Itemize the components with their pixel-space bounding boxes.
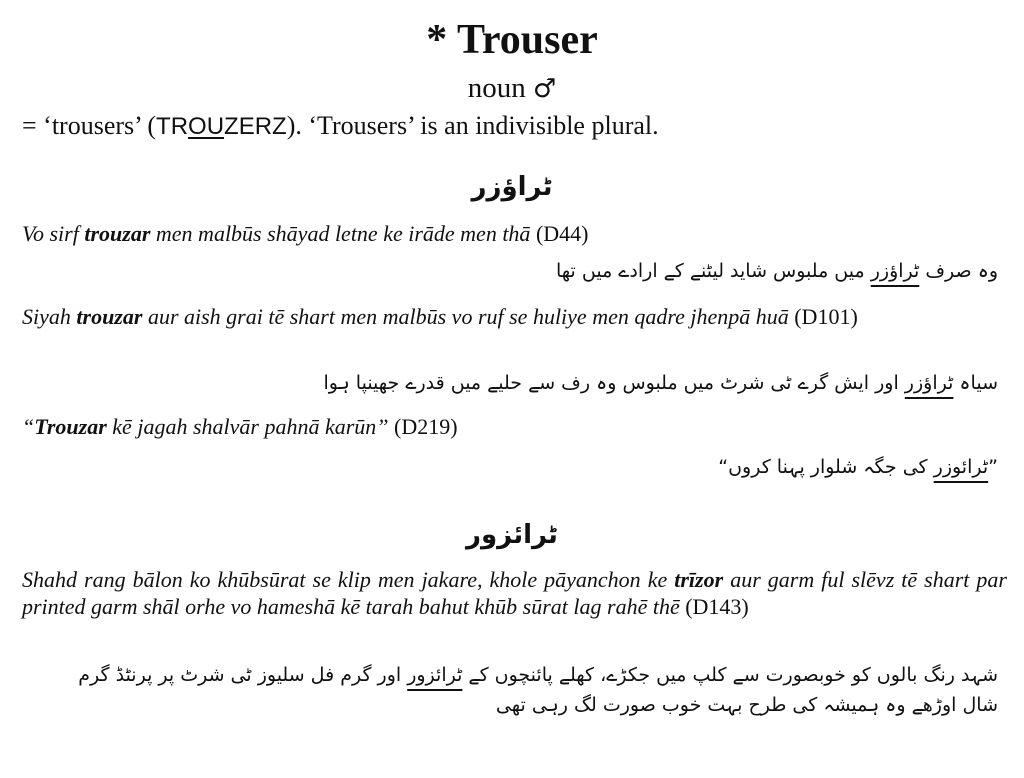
highlighted-term: ٹراؤزر — [904, 372, 954, 394]
citation-ref: (D219) — [388, 414, 458, 439]
definition-suffix: ). ‘Trousers’ is an indivisible plural. — [286, 111, 659, 140]
example-transliteration: Shahd rang bālon ko khūbsūrat se klip men jakare, khole pāyanchon ke trīzor aur garm ful slēvz tē shart par printed garm shāl orhe vo hameshā kē tarah bahut khūb sūrat lag rahē thē (D143) — [22, 567, 1007, 619]
definition — [22, 110, 1012, 143]
example-urdu: ”ٹرائوزر کی جگہ شلوار پہنا کروں“ — [718, 456, 998, 478]
citation-ref: (D44) — [530, 221, 589, 246]
example-urdu: وہ صرف ٹراؤزر میں ملبوس شاید لیٹنے کے ارادے میں تھا — [556, 260, 998, 282]
example-transliteration: Vo sirf trouzar men malbūs shāyad letne ke irāde men thā (D44) — [22, 221, 589, 246]
male-symbol-icon: ♂ — [532, 74, 557, 104]
part-of-speech: noun — [467, 72, 526, 104]
definition-prefix: = ‘trousers’ ( — [22, 111, 157, 140]
highlighted-term: ٹرائوزر — [933, 456, 989, 478]
example-urdu: شہد رنگ بالوں کو خوبصورت سے کلپ میں جکڑے، کھلے پائنچوں کے ٹرائزور اور گرم فل سلیوز ٹی شرٹ پر پرنٹڈ گرم شال اوڑھے وہ ہمیشہ کی طرح بہت خوب صورت لگ رہی تھی — [78, 664, 998, 716]
citation-ref: (D143) — [679, 594, 749, 619]
pronunciation-start: TR — [156, 113, 189, 140]
highlighted-term: ٹرائزور — [407, 664, 463, 686]
example-transliteration: “Trouzar kē jagah shalvār pahnā karūn” (D219) — [22, 414, 458, 439]
pronunciation-stress: OU — [188, 113, 225, 140]
urdu-spelling-heading: ٹراؤزر — [471, 172, 553, 202]
highlighted-term: ٹراؤزر — [870, 260, 920, 282]
example-transliteration: Siyah trouzar aur aish grai tē shart men malbūs vo ruf se huliye men qadre jhenpā huā (D101) — [22, 304, 858, 329]
part-of-speech-line — [0, 70, 1024, 107]
headword: * Trouser — [426, 17, 598, 63]
pronunciation-end: ZERZ — [224, 113, 287, 140]
citation-ref: (D101) — [788, 304, 858, 329]
example-urdu: سیاہ ٹراؤزر اور ایش گرے ٹی شرٹ میں ملبوس وہ رف سے حلیے میں قدرے جھینپا ہوا — [323, 372, 998, 394]
urdu-spelling-heading: ٹرائزور — [466, 520, 558, 550]
pronunciation — [156, 113, 287, 140]
